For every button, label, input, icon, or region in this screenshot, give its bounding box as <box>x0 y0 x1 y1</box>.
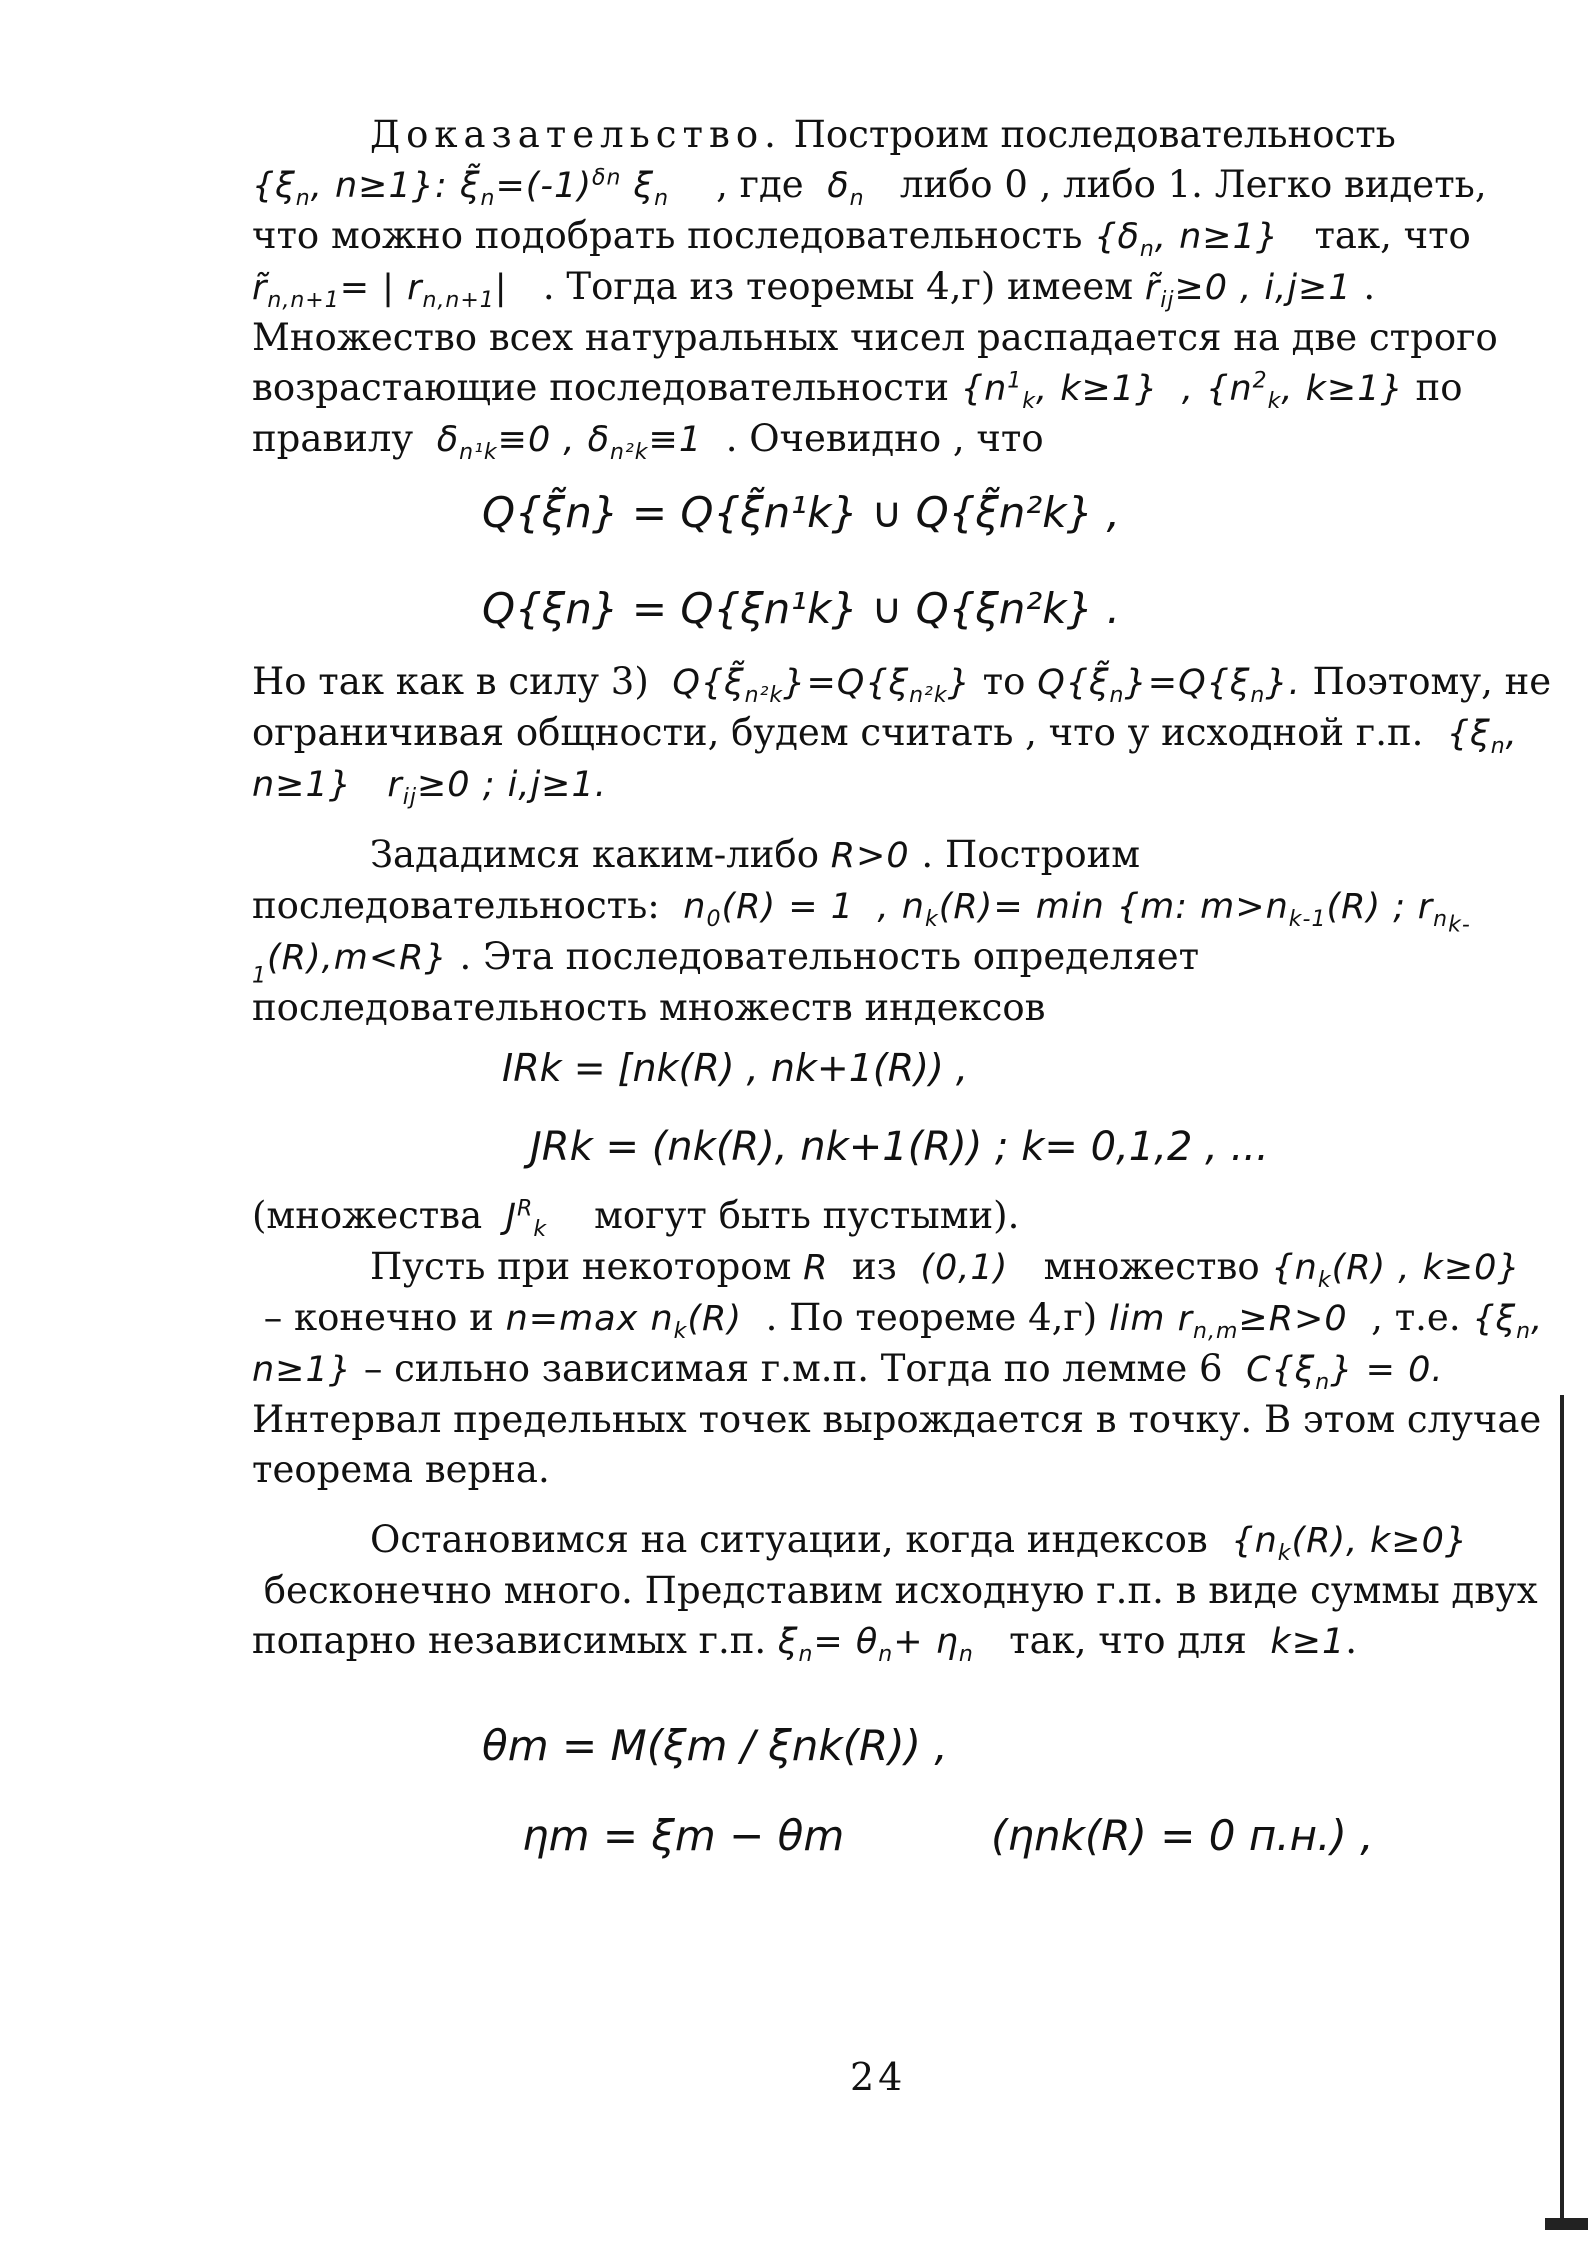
equation-theta: θm = M(ξm / ξnk(R)) , <box>482 1721 948 1770</box>
equation-set-j: JRk = (nk(R), nk+1(R)) ; k= 0,1,2 , ... <box>530 1124 1269 1170</box>
equation-eta-left: ηm = ξm − θm <box>522 1811 845 1860</box>
paragraph-generality: Но так как в силу 3) $Q\{\xĩ_{n^2k}\}=Q\{\xi_{n^2k}\}$ то $Q\{\xĩ_n\}=Q\{\xi_n\}$. Поэтому, не ограничивая общности, будем считать , что у исходной г.п. {$\xi_n$, n≥1} $r_{ij}\ge 0$ ; i,j≥1. <box>252 660 1552 810</box>
equation-q: Q{ξn} = Q{ξn¹k} ∪ Q{ξn²k} . <box>482 584 1120 633</box>
proof-heading: Доказательство. <box>370 113 782 156</box>
equation-q-tilde: Q{ξ̃n} = Q{ξ̃n¹k} ∪ Q{ξ̃n²k} , <box>482 488 1120 537</box>
paragraph-proof-line: {$\xi_n$, n≥1}: $\xĩ_n=(-1)^{\delta n}$ $\xi_n$ , где $\delta_n$ либо 0 , либо 1. Легко видеть, что можно подобрать последовательность {$\delta_n$, n≥1} так, что $r̃_{n,n+1}=$ | $r_{n,n+1}|$ . Тогда из теоремы 4,г) имеем $r̃_{ij}\ge 0$ , i,j≥1 . Множество всех натуральных чисел распадается на две строго возрастающие последовательности {$n^1_k$, k≥1} , {$n^2_k$, k≥1} по правилу $\delta_{n^1k}\equiv 0$ , $\delta_{n^2k}\equiv 1$ . Очевидно , что <box>252 163 1498 465</box>
paragraph-finite-case: Пусть при некотором R из (0,1) множество {$n_k(R)$ , k≥0} – конечно и n=max $n_k(R)$ . По теореме 4,г) $\lim r_{n,m}\ge R>0$ , т.е. {$\xi_n$, n≥1} – сильно зависимая г.м.п. Тогда по лемме 6 $C\{\xi_n\} = 0$. Интервал предельных точек вырождается в точку. В этом случае теорема верна. <box>252 1245 1544 1491</box>
equation-set-i: IRk = [nk(R) , nk+1(R)) , <box>502 1046 968 1090</box>
equation-eta-right: (ηnk(R) = 0 п.н.) , <box>990 1811 1374 1860</box>
margin-rule <box>1560 1395 1564 2225</box>
equation-eta <box>522 1791 1552 1881</box>
paragraph-construction: Зададимся каким-либо R>0 . Построим последовательность: $n_0(R) = 1$ , $n_k(R)= \min \{m$: $m>n_{k-1}(R)$ ; $r_{n_{k-1}}(R),m<R$} . Эта последовательность определяет последовательность множеств индексов <box>252 833 1471 1029</box>
page-body <box>252 110 1552 1881</box>
paragraph-infinite-case: Остановимся на ситуации, когда индексов {$n_k(R)$, k≥0} бесконечно много. Представим исходную г.п. в виде суммы двух попарно независимых г.п. $\xi_n= \theta_n+ \eta_n$ так, что для k≥1. <box>252 1518 1538 1667</box>
paragraph-sets-empty: (множества $J^R_k$ могут быть пустыми). <box>252 1194 1020 1242</box>
margin-rule-corner <box>1545 2218 1588 2230</box>
paragraph-proof-intro: Доказательство. Построим последовательность <box>370 113 1396 156</box>
page-number: 24 <box>850 2055 907 2099</box>
